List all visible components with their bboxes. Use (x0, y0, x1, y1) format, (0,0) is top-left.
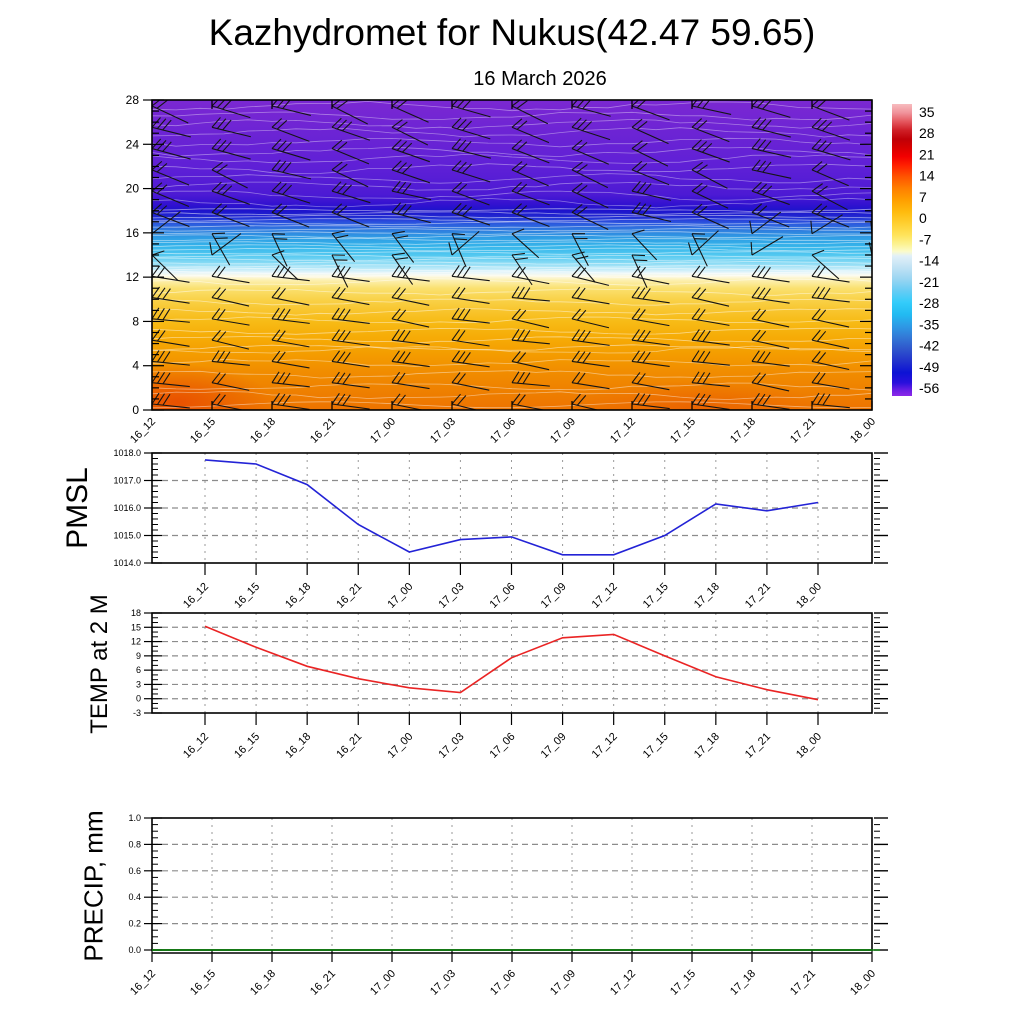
pmsl-panel-xtick-label: 17_15 (640, 580, 671, 611)
temp-panel-xtick-label: 17_09 (538, 730, 569, 761)
figure-subtitle: 16 March 2026 (473, 68, 607, 90)
pmsl-panel-xtick-label: 17_03 (436, 580, 467, 611)
cross-xtick-label: 16_15 (188, 415, 219, 446)
cross-ytick-label: 12 (125, 270, 139, 285)
temp-panel-ytick-label: 15 (130, 622, 141, 633)
cross-ytick-label: 24 (125, 137, 139, 152)
temp-panel-ytick-label: 0 (135, 693, 141, 704)
colorbar-tick-label: 35 (919, 104, 935, 120)
pmsl-panel-xtick-label: 17_00 (385, 580, 416, 611)
pmsl-panel-xtick-label: 16_21 (334, 580, 365, 611)
colorbar-tick-label: 21 (919, 146, 935, 163)
temp-panel-ytick-label: -3 (132, 708, 141, 718)
temp-axis-title: TEMP at 2 M (86, 594, 113, 734)
pmsl-panel-xtick-label: 17_09 (538, 580, 569, 611)
precip-panel-xtick-label: 17_00 (368, 967, 399, 998)
cross-xtick-label: 17_03 (428, 415, 459, 446)
precip-axis-title: PRECIP, mm (78, 810, 109, 962)
cross-xtick-label: 17_15 (668, 415, 699, 446)
temp-panel-ytick-label: 3 (135, 679, 141, 690)
pmsl-panel-xtick-label: 17_12 (589, 580, 620, 611)
pmsl-panel-xtick-label: 18_00 (794, 580, 825, 611)
temp-panel-ytick-label: 9 (135, 650, 141, 661)
cross-xtick-label: 17_18 (728, 415, 759, 446)
precip-panel-xtick-label: 17_15 (668, 967, 699, 998)
temp-panel-xtick-label: 16_15 (232, 730, 263, 761)
temp-panel-xtick-label: 17_12 (589, 730, 620, 761)
temp-panel (131, 608, 888, 761)
precip-panel-ytick-label: 0.6 (128, 865, 141, 876)
colorbar-tick-label: -49 (919, 358, 940, 375)
cross-section-panel (82, 93, 910, 446)
temp-panel-xtick-label: 16_18 (283, 730, 314, 761)
cross-xtick-label: 17_12 (608, 415, 639, 446)
precip-panel-xtick-label: 17_09 (548, 967, 579, 998)
cross-ytick-label: 0 (132, 403, 139, 417)
precip-panel-xtick-label: 16_18 (248, 967, 279, 998)
cross-ytick-label: 16 (125, 225, 139, 240)
precip-panel-xtick-label: 16_15 (188, 967, 219, 998)
pmsl-panel-ytick-label: 1015.0 (113, 530, 141, 541)
colorbar-tick-label: -7 (919, 231, 932, 248)
colorbar (892, 104, 939, 396)
cross-xtick-label: 17_09 (548, 415, 579, 446)
temp-panel-xtick-label: 17_03 (436, 730, 467, 761)
pmsl-panel-ytick-label: 1018.0 (113, 448, 141, 458)
precip-panel-xtick-label: 17_18 (728, 967, 759, 998)
precip-panel-ytick-label: 0.0 (128, 945, 141, 955)
precip-panel-xtick-label: 17_03 (428, 967, 459, 998)
precip-panel-xtick-label: 17_12 (608, 967, 639, 998)
pmsl-panel-xtick-label: 16_12 (181, 580, 212, 611)
colorbar-tick-label: -35 (919, 316, 940, 333)
precip-panel-xtick-label: 16_12 (128, 967, 159, 998)
cross-ytick-label: 28 (125, 93, 139, 107)
pmsl-panel-xtick-label: 17_06 (487, 580, 518, 611)
pmsl-panel (113, 448, 888, 611)
precip-panel-ytick-label: 0.8 (128, 839, 141, 850)
cross-ytick-label: 8 (132, 314, 139, 329)
figure-title: Kazhydromet for Nukus(42.47 59.65) (208, 12, 816, 53)
colorbar-tick-label: -42 (919, 337, 940, 354)
cross-ytick-label: 4 (132, 358, 139, 373)
precip-panel (128, 813, 888, 998)
temp-panel-ytick-label: 12 (130, 636, 141, 647)
temp-panel-xtick-label: 17_06 (487, 730, 518, 761)
colorbar-tick-label: -28 (919, 295, 940, 312)
precip-panel-xtick-label: 17_21 (788, 967, 819, 998)
pmsl-axis-title: PMSL (61, 467, 94, 549)
precip-panel-xtick-label: 18_00 (848, 967, 879, 998)
cross-xtick-label: 18_00 (848, 415, 879, 446)
cross-ytick-label: 20 (125, 181, 139, 196)
pmsl-panel-xtick-label: 16_18 (283, 580, 314, 611)
pmsl-panel-xtick-label: 17_18 (691, 580, 722, 611)
colorbar-tick-label: 7 (919, 188, 927, 205)
cross-xtick-label: 16_21 (308, 415, 339, 446)
temp-panel-ytick-label: 18 (130, 608, 141, 618)
temp-panel-xtick-label: 18_00 (794, 730, 825, 761)
colorbar-tick-label: -14 (919, 252, 940, 269)
temp-panel-xtick-label: 17_21 (742, 730, 774, 761)
precip-panel-ytick-label: 0.4 (128, 892, 141, 903)
temp-panel-xtick-label: 17_15 (640, 730, 671, 761)
temp-panel-ytick-label: 6 (135, 665, 141, 676)
temp-panel-xtick-label: 17_00 (385, 730, 416, 761)
pmsl-panel-ytick-label: 1014.0 (113, 558, 141, 568)
pmsl-panel-xtick-label: 16_15 (232, 580, 263, 611)
temp-panel-xtick-label: 17_18 (691, 730, 722, 761)
colorbar-tick-label: 14 (919, 167, 935, 184)
colorbar-tick-label: 28 (919, 125, 935, 142)
precip-panel-ytick-label: 1.0 (128, 813, 141, 823)
cross-xtick-label: 16_18 (248, 415, 279, 446)
colorbar-tick-label: 0 (919, 210, 927, 227)
precip-panel-ytick-label: 0.2 (128, 918, 141, 929)
colorbar-tick-label: -21 (919, 273, 940, 290)
colorbar-tick-label: -56 (919, 380, 940, 396)
cross-xtick-label: 17_06 (488, 415, 519, 446)
temp-panel-xtick-label: 16_12 (181, 730, 212, 761)
cross-xtick-label: 17_21 (788, 415, 819, 446)
pmsl-panel-ytick-label: 1017.0 (113, 475, 141, 486)
precip-panel-xtick-label: 16_21 (308, 967, 339, 998)
temp-panel-xtick-label: 16_21 (334, 730, 365, 761)
pmsl-panel-xtick-label: 17_21 (742, 580, 774, 611)
precip-panel-xtick-label: 17_06 (488, 967, 519, 998)
pmsl-panel-ytick-label: 1016.0 (113, 503, 141, 513)
cross-xtick-label: 17_00 (368, 415, 399, 446)
cross-xtick-label: 16_12 (128, 415, 159, 446)
